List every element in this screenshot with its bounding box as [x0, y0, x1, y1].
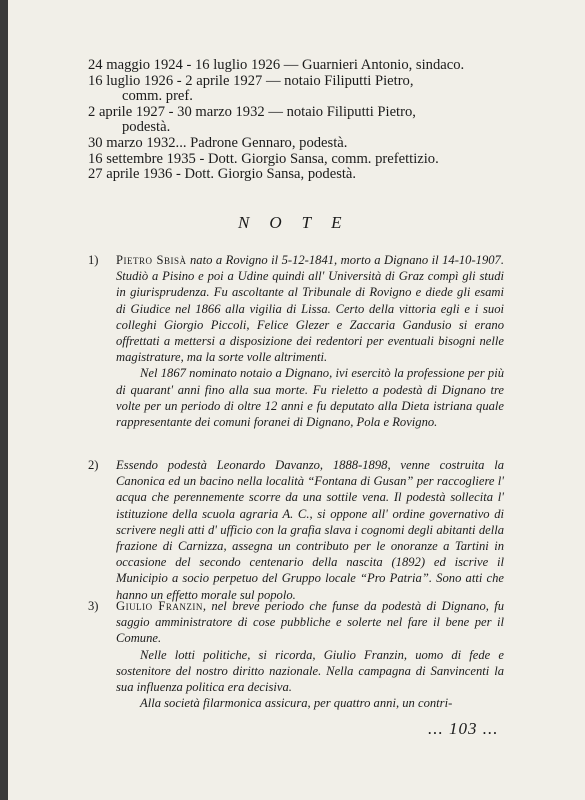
entry-text: 30 marzo 1932... Padrone Gennaro, podestà.	[88, 134, 348, 151]
note-paragraph	[116, 252, 504, 365]
note-3	[88, 598, 504, 711]
entry-continuation: comm. pref.	[122, 88, 193, 105]
list-entry	[88, 167, 518, 183]
note-number: 2)	[88, 458, 99, 472]
person-name: Pietro Sbisà	[116, 253, 187, 267]
note-paragraph	[116, 695, 504, 711]
person-name: Giulio Franzin	[116, 599, 203, 613]
paragraph-text: Essendo podestà Leonardo Davanzo, 1888-1898, venne costruita la Canonica ed un bacino nella località “Fontana di Gusan” per raccogliere l' acqua che perennemente scorre da una sottile vena. Il podestà sollecita l' istituzione della scuola agraria A. C., si oppone all' ordine governativo di scrivere negli atti d' ufficio con la grafia slava i cognomi degli abitanti della frazione di Carnizza, assegna un contributo per le onoranze a Tartini in occasione del secondo centenario della nascita (1892) ed iscrive il Municipio a socio perpetuo del Gruppo locale “Pro Patria”. Sono atti che hanno un effetto morale sul popolo.	[116, 458, 504, 602]
entry-text: 27 aprile 1936 - Dott. Giorgio Sansa, podestà.	[88, 166, 357, 183]
list-entry	[88, 74, 518, 105]
paragraph-text: Nelle lotti politiche, si ricorda, Giulio Franzin, uomo di fede e sostenitore del nostro diritto nazionale. Nella campagna di Sanvincenti la sua influenza politica era decisiva.	[116, 647, 504, 695]
paragraph-text: Nel 1867 nominato notaio a Dignano, ivi esercitò la professione per più di quarant' anni fino alla sua morte. Fu rieletto a podestà di Dignano tre volte per un periodo di oltre 12 anni e fu deputato alla Dieta istriana quale rappresentante dei comuni foranei di Dignano, Pola e Rovigno.	[116, 366, 504, 430]
entry-text: 16 settembre 1935 - Dott. Giorgio Sansa, comm. prefettizio.	[88, 150, 439, 167]
note-number: 1)	[88, 253, 99, 267]
entry-continuation: podestà.	[122, 119, 171, 136]
list-entry	[88, 105, 518, 136]
podesta-list	[88, 58, 518, 183]
paragraph-text: nato a Rovigno il 5-12-1841, morto a Dignano il 14-10-1907. Studiò a Pisino e poi a Udine quindi all' Università di Graz compì gli studi in giurisprudenza. Fu ascoltante al Tribunale di Rovigno e diede gli esami di Giudice nel 1866 alla vigilia di Lissa. Certo della vittoria egli e i suoi colleghi Giorgio Piccoli, Felice Glezer e Zaccaria Gandusio si erano offrettati a mettersi a disposizione dei redentori per eventuali bisogni nelle magistrature, ma la sorte volle altrimenti.	[116, 253, 505, 365]
note-paragraph	[116, 457, 504, 603]
list-entry	[88, 136, 518, 152]
list-entry	[88, 152, 518, 168]
book-page	[8, 0, 585, 800]
entry-text: 2 aprile 1927 - 30 marzo 1932 — notaio Filiputti Pietro,	[88, 103, 416, 120]
note-1	[88, 252, 504, 430]
note-paragraph	[116, 365, 504, 430]
note-paragraph	[116, 647, 504, 696]
note-number: 3)	[88, 599, 99, 613]
note-2	[88, 457, 504, 603]
paragraph-text: , nel breve periodo che funse da podestà di Dignano, fu saggio amministratore di cose pubbliche e solerte nel fare il bene per il Comune.	[116, 599, 505, 646]
list-entry	[88, 58, 518, 74]
entry-text: 16 luglio 1926 - 2 aprile 1927 — notaio Filiputti Pietro,	[88, 72, 414, 89]
notes-heading: NOTE	[238, 213, 362, 232]
paragraph-text: Alla società filarmonica assicura, per quattro anni, un contri-	[140, 696, 453, 711]
page-number: ... 103 ...	[428, 719, 499, 738]
note-paragraph	[116, 598, 504, 647]
entry-text: 24 maggio 1924 - 16 luglio 1926 — Guarnieri Antonio, sindaco.	[88, 57, 465, 73]
